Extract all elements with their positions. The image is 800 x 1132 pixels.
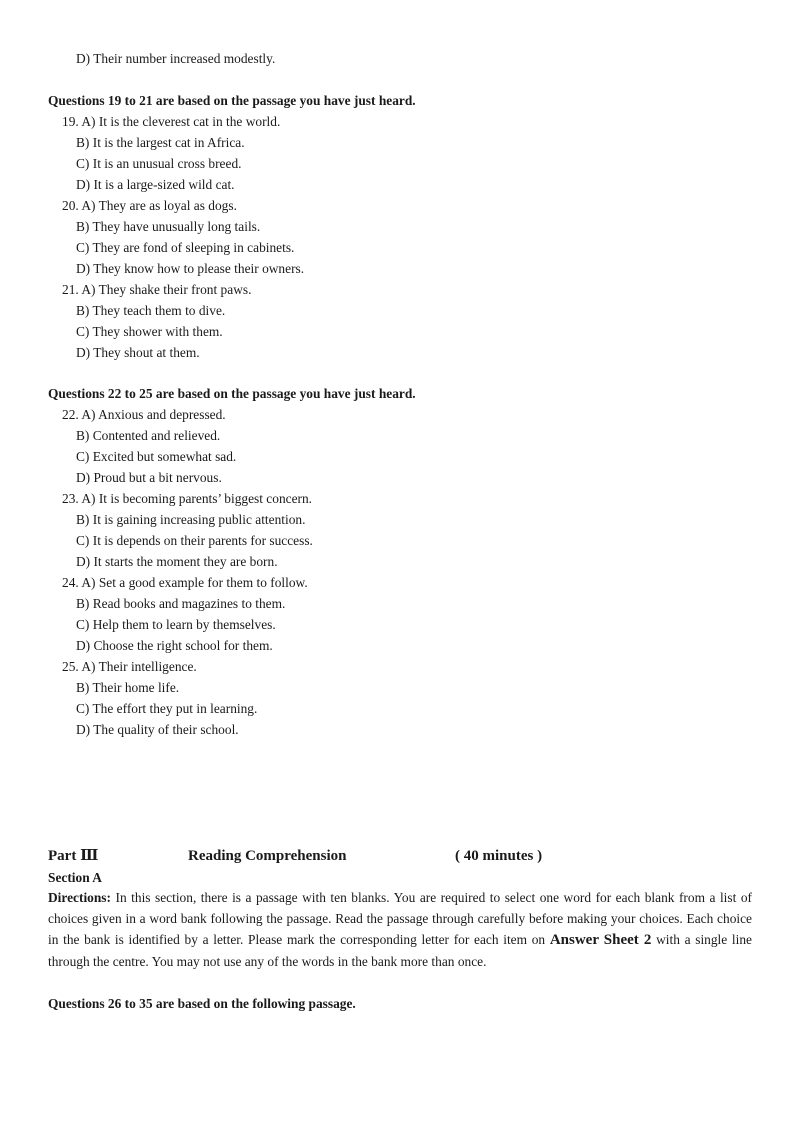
question-number: 19. <box>62 114 79 129</box>
question-18-option-d: D) Their number increased modestly. <box>76 51 276 66</box>
question-23-option-b: B) It is gaining increasing public attention. <box>76 512 306 527</box>
option-text: A) They are as loyal as dogs. <box>81 198 237 213</box>
question-24-option-b: B) Read books and magazines to them. <box>76 596 286 611</box>
option-text: A) It is becoming parents’ biggest concern. <box>81 491 313 506</box>
option-text: A) Their intelligence. <box>81 659 197 674</box>
question-20-option-d: D) They know how to please their owners. <box>76 261 305 276</box>
question-21-option-b: B) They teach them to dive. <box>76 303 226 318</box>
question-19-option-d: D) It is a large-sized wild cat. <box>76 177 235 192</box>
question-number: 21. <box>62 282 79 297</box>
directions-text: In this section, there is a passage with ten blanks. You are required to select one word for each blank from a list of choices given in a word bank following the passage. Read the passage through carefully before making your choices. Each choice in the bank is identified by a letter. Please mark the corresponding letter for each item on <box>48 890 752 947</box>
question-number: 22. <box>62 407 79 422</box>
directions-label: Directions: <box>48 890 111 905</box>
question-22-option-c: C) Excited but somewhat sad. <box>76 449 237 464</box>
directions-end: with a single line through the centre. You may not use any of the words in the bank more than once. <box>48 932 752 969</box>
question-24-option-d: D) Choose the right school for them. <box>76 638 273 653</box>
question-25-option-d: D) The quality of their school. <box>76 722 239 737</box>
question-19-option-a <box>62 114 280 130</box>
question-21-option-a <box>62 282 251 298</box>
question-23-option-c: C) It is depends on their parents for success. <box>76 533 313 548</box>
question-20-option-a <box>62 198 237 214</box>
option-text: A) Set a good example for them to follow. <box>81 575 308 590</box>
question-number: 20. <box>62 198 79 213</box>
directions-paragraph <box>48 887 752 972</box>
question-20-option-b: B) They have unusually long tails. <box>76 219 261 234</box>
group-19-21-heading: Questions 19 to 21 are based on the passage you have just heard. <box>48 93 416 108</box>
question-19-option-b: B) It is the largest cat in Africa. <box>76 135 245 150</box>
question-21-option-c: C) They shower with them. <box>76 324 223 339</box>
question-number: 24. <box>62 575 79 590</box>
question-25-option-b: B) Their home life. <box>76 680 180 695</box>
option-text: A) They shake their front paws. <box>81 282 252 297</box>
question-20-option-c: C) They are fond of sleeping in cabinets. <box>76 240 295 255</box>
question-21-option-d: D) They shout at them. <box>76 345 200 360</box>
question-19-option-c: C) It is an unusual cross breed. <box>76 156 242 171</box>
question-number: 23. <box>62 491 79 506</box>
question-23-option-a <box>62 491 312 507</box>
group-26-35-heading: Questions 26 to 35 are based on the following passage. <box>48 996 356 1011</box>
part-time: ( 40 minutes ) <box>455 848 543 864</box>
answer-sheet-ref: Answer Sheet 2 <box>549 932 652 948</box>
question-22-option-b: B) Contented and relieved. <box>76 428 221 443</box>
question-25-option-c: C) The effort they put in learning. <box>76 701 258 716</box>
group-22-25-heading: Questions 22 to 25 are based on the passage you have just heard. <box>48 386 416 401</box>
question-number: 25. <box>62 659 79 674</box>
part-title: Reading Comprehension <box>188 848 347 864</box>
question-22-option-d: D) Proud but a bit nervous. <box>76 470 222 485</box>
part-label: Part Ⅲ <box>48 848 99 864</box>
question-24-option-a <box>62 575 308 591</box>
question-22-option-a <box>62 407 226 423</box>
question-24-option-c: C) Help them to learn by themselves. <box>76 617 276 632</box>
option-text: A) It is the cleverest cat in the world. <box>81 114 281 129</box>
section-label: Section A <box>48 870 102 885</box>
question-23-option-d: D) It starts the moment they are born. <box>76 554 278 569</box>
option-text: A) Anxious and depressed. <box>81 407 226 422</box>
question-25-option-a <box>62 659 197 675</box>
